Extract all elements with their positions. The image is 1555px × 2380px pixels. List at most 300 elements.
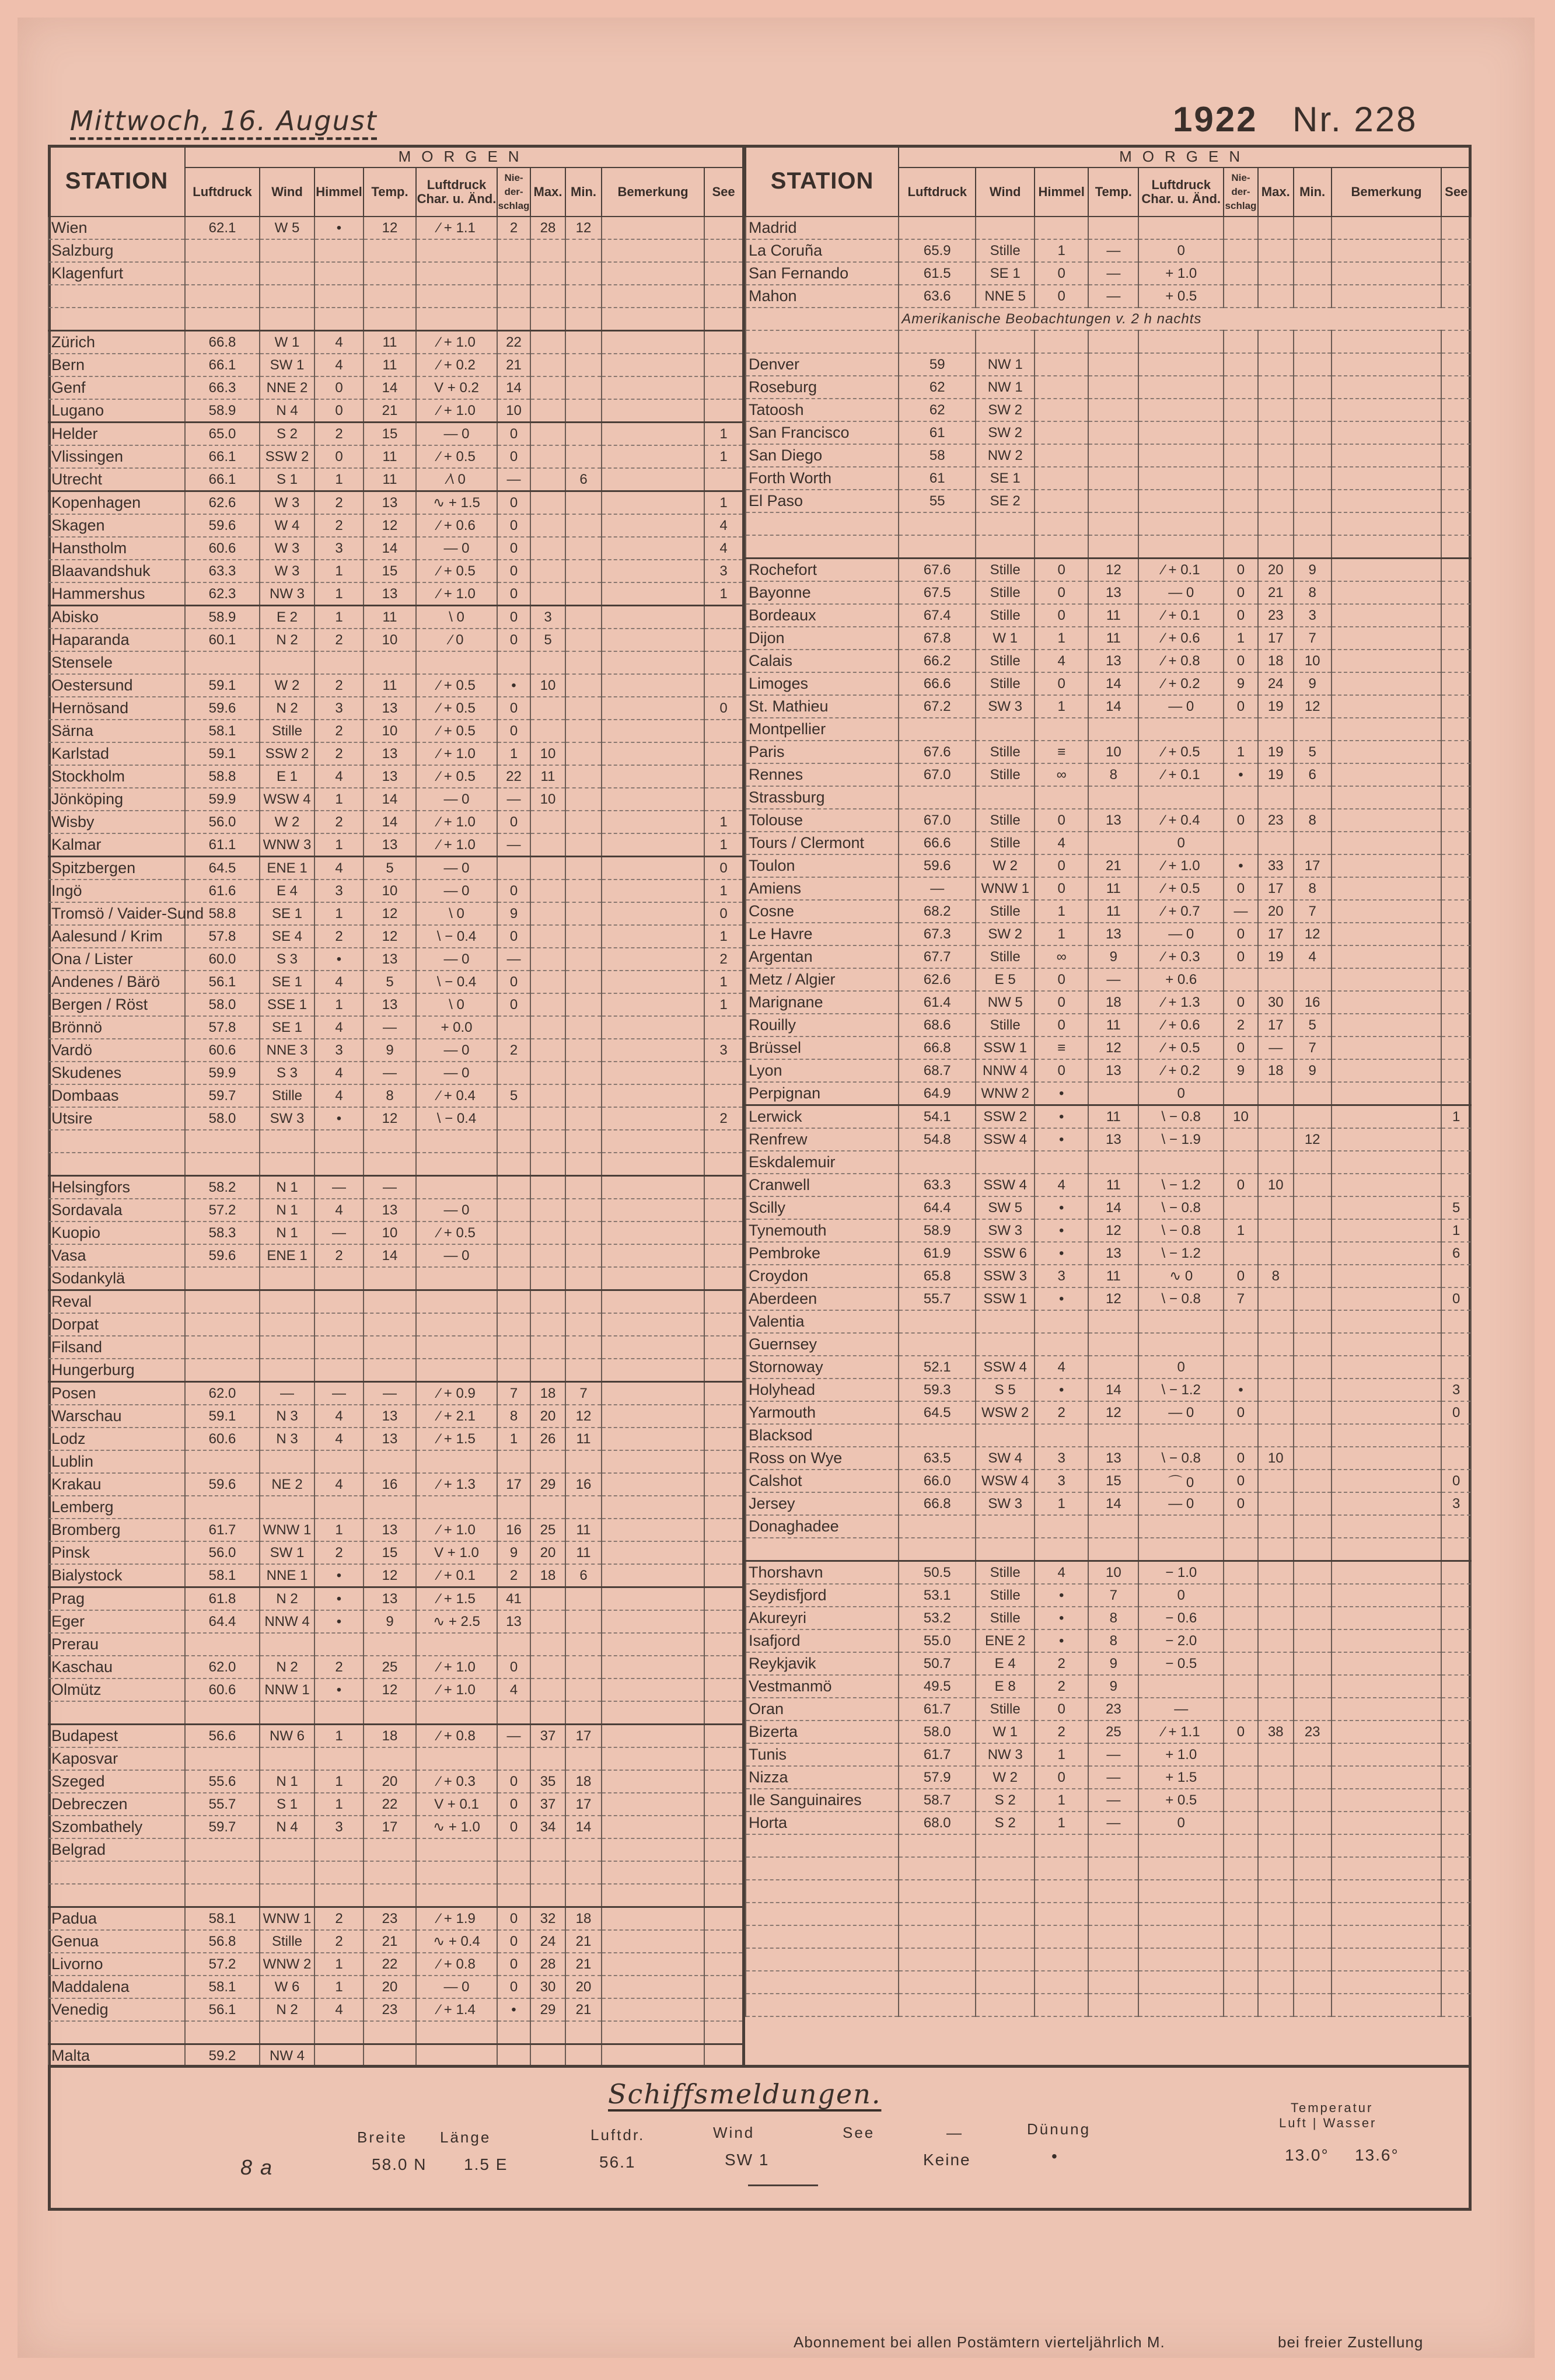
cell-see: 1 bbox=[704, 491, 743, 515]
cell-station: Kopenhagen bbox=[48, 491, 185, 515]
cell-station: Bergen / Röst bbox=[48, 993, 185, 1016]
table-row bbox=[746, 1356, 1471, 1379]
cell-wind: W 3 bbox=[260, 491, 315, 515]
cell-himmel: 2 bbox=[315, 514, 364, 537]
cell-bem bbox=[602, 1816, 704, 1838]
cell-luft bbox=[899, 1538, 976, 1561]
cell-himmel bbox=[315, 2021, 364, 2044]
cell-luft bbox=[185, 2021, 260, 2044]
cell-min bbox=[565, 1176, 602, 1199]
cell-nied bbox=[1224, 1196, 1258, 1219]
cell-luft: 59.1 bbox=[185, 742, 260, 765]
cell-station: Lodz bbox=[48, 1428, 185, 1450]
cell-min bbox=[565, 1747, 602, 1770]
cell-station bbox=[746, 1971, 899, 1994]
col-char bbox=[416, 167, 497, 217]
cell-wind: Stille bbox=[976, 763, 1035, 786]
cell-bem bbox=[602, 1153, 704, 1176]
cell-himmel: ≡ bbox=[1035, 1037, 1088, 1059]
cell-temp: 10 bbox=[1088, 1561, 1138, 1585]
cell-wind: NNE 3 bbox=[260, 1039, 315, 1062]
table-row bbox=[48, 1633, 743, 1656]
cell-temp bbox=[364, 1359, 416, 1382]
table-row bbox=[48, 1428, 743, 1450]
cell-max: 5 bbox=[530, 629, 565, 651]
cell-see bbox=[704, 1861, 743, 1884]
cell-nied bbox=[497, 651, 530, 674]
cell-nied: 10 bbox=[497, 399, 530, 423]
cell-char bbox=[416, 1701, 497, 1725]
cell-see bbox=[1441, 1538, 1471, 1561]
cell-temp bbox=[364, 1267, 416, 1290]
cell-char: ⁄ + 0.7 bbox=[1138, 900, 1224, 923]
cell-char: ⁄ + 0.8 bbox=[416, 1953, 497, 1976]
cell-bem bbox=[602, 1953, 704, 1976]
cell-max bbox=[1258, 421, 1294, 444]
cell-wind: NW 2 bbox=[976, 444, 1035, 467]
cell-nied: — bbox=[497, 948, 530, 971]
table-row bbox=[746, 1105, 1471, 1129]
cell-min bbox=[1294, 1492, 1332, 1515]
cell-luft bbox=[185, 1359, 260, 1382]
cell-see bbox=[1441, 1743, 1471, 1766]
cell-station: El Paso bbox=[746, 490, 899, 512]
cell-temp bbox=[364, 1838, 416, 1861]
cell-see: 0 bbox=[1441, 1287, 1471, 1310]
table-row bbox=[746, 1812, 1471, 1834]
cell-see bbox=[1441, 695, 1471, 718]
cell-wind: ENE 1 bbox=[260, 1244, 315, 1267]
cell-bem bbox=[1332, 1652, 1442, 1675]
cell-luft: 59.3 bbox=[899, 1379, 976, 1401]
cell-himmel: 1 bbox=[315, 606, 364, 629]
cell-nied bbox=[497, 1359, 530, 1382]
col-min: Min. bbox=[565, 167, 602, 217]
cell-see bbox=[1441, 854, 1471, 877]
cell-see bbox=[704, 1222, 743, 1244]
cell-luft: 59.6 bbox=[899, 854, 976, 877]
cell-bem bbox=[1332, 1356, 1442, 1379]
cell-bem bbox=[1332, 490, 1442, 512]
cell-temp bbox=[364, 1153, 416, 1176]
cell-bem bbox=[602, 1359, 704, 1382]
left-station-grid bbox=[48, 145, 743, 2068]
cell-max: 10 bbox=[530, 742, 565, 765]
cell-max bbox=[1258, 1834, 1294, 1857]
cell-himmel bbox=[1035, 718, 1088, 741]
cell-see: 2 bbox=[704, 948, 743, 971]
cell-char: 0 bbox=[1138, 1584, 1224, 1607]
cell-max bbox=[1258, 1151, 1294, 1174]
cell-char bbox=[416, 1290, 497, 1314]
cell-wind: — bbox=[260, 1382, 315, 1405]
cell-wind: SW 1 bbox=[260, 1541, 315, 1564]
cell-see bbox=[704, 331, 743, 354]
cell-max bbox=[1258, 1333, 1294, 1356]
cell-char: ⁄ + 1.9 bbox=[416, 1907, 497, 1931]
cell-temp: 13 bbox=[364, 582, 416, 606]
cell-wind bbox=[260, 1701, 315, 1725]
cell-char: ⁄ + 0.2 bbox=[1138, 1059, 1224, 1082]
cell-himmel: 2 bbox=[315, 491, 364, 515]
cell-station: Bayonne bbox=[746, 581, 899, 604]
cell-himmel: 4 bbox=[315, 1016, 364, 1039]
cell-see bbox=[1441, 627, 1471, 650]
cell-himmel bbox=[315, 1496, 364, 1519]
cell-wind: NW 1 bbox=[976, 353, 1035, 376]
cell-bem bbox=[1332, 1789, 1442, 1812]
cell-min bbox=[565, 1884, 602, 1907]
cell-see bbox=[1441, 353, 1471, 376]
cell-himmel bbox=[1035, 1903, 1088, 1925]
cell-see: 1 bbox=[1441, 1105, 1471, 1129]
cell-luft: 61.7 bbox=[899, 1743, 976, 1766]
cell-wind: E 4 bbox=[260, 880, 315, 902]
cell-wind: W 5 bbox=[260, 217, 315, 239]
cell-bem bbox=[602, 262, 704, 285]
cell-min bbox=[1294, 1447, 1332, 1470]
cell-luft: 58.9 bbox=[185, 399, 260, 423]
cell-nied: 8 bbox=[497, 1405, 530, 1428]
cell-nied: 0 bbox=[497, 445, 530, 468]
cell-min bbox=[565, 354, 602, 376]
cell-temp: — bbox=[364, 1382, 416, 1405]
cell-char bbox=[416, 1336, 497, 1359]
col-nieder bbox=[497, 167, 530, 217]
label-see: See bbox=[843, 2124, 875, 2141]
cell-luft: 57.9 bbox=[899, 1766, 976, 1789]
cell-see bbox=[1441, 923, 1471, 945]
cell-luft: 59 bbox=[899, 353, 976, 376]
cell-wind: WSW 4 bbox=[260, 788, 315, 811]
cell-nied: 0 bbox=[1224, 1265, 1258, 1287]
cell-station: Madrid bbox=[746, 217, 899, 239]
cell-see bbox=[1441, 239, 1471, 262]
cell-station: Hanstholm bbox=[48, 537, 185, 560]
cell-luft: 61.4 bbox=[899, 991, 976, 1014]
cell-min bbox=[565, 2044, 602, 2068]
cell-bem bbox=[1332, 1994, 1442, 2016]
cell-luft: 67.6 bbox=[899, 559, 976, 582]
cell-nied: 16 bbox=[497, 1519, 530, 1541]
table-row bbox=[746, 1151, 1471, 1174]
cell-himmel: 0 bbox=[1035, 262, 1088, 285]
cell-station: Abisko bbox=[48, 606, 185, 629]
table-row bbox=[746, 1994, 1471, 2016]
cell-min: 7 bbox=[1294, 900, 1332, 923]
cell-luft: 60.6 bbox=[185, 1678, 260, 1701]
cell-wind: W 4 bbox=[260, 514, 315, 537]
cell-nied bbox=[1224, 832, 1258, 854]
table-row bbox=[48, 811, 743, 833]
cell-see bbox=[1441, 900, 1471, 923]
table-row bbox=[48, 1199, 743, 1222]
cell-see bbox=[704, 1953, 743, 1976]
cell-nied: 1 bbox=[1224, 1219, 1258, 1242]
cell-char bbox=[1138, 1857, 1224, 1880]
cell-nied bbox=[497, 1884, 530, 1907]
table-row bbox=[48, 1130, 743, 1153]
cell-min bbox=[1294, 217, 1332, 239]
cell-luft: 60.1 bbox=[185, 629, 260, 651]
cell-himmel: 1 bbox=[1035, 1492, 1088, 1515]
cell-wind bbox=[976, 1925, 1035, 1948]
cell-wind: Stille bbox=[976, 741, 1035, 763]
cell-nied: 9 bbox=[1224, 672, 1258, 695]
cell-min bbox=[1294, 1242, 1332, 1265]
cell-luft bbox=[899, 512, 976, 535]
cell-char: \ 0 bbox=[416, 993, 497, 1016]
table-row bbox=[48, 354, 743, 376]
cell-wind: SW 3 bbox=[976, 695, 1035, 718]
cell-himmel: 1 bbox=[315, 1519, 364, 1541]
cell-himmel: 1 bbox=[315, 788, 364, 811]
cell-max: 10 bbox=[1258, 1447, 1294, 1470]
cell-max: 29 bbox=[530, 1473, 565, 1496]
cell-max bbox=[1258, 1561, 1294, 1585]
cell-nied bbox=[1224, 1356, 1258, 1379]
cell-see: 0 bbox=[704, 697, 743, 720]
cell-wind bbox=[260, 1153, 315, 1176]
cell-max bbox=[530, 1153, 565, 1176]
table-row bbox=[746, 1379, 1471, 1401]
cell-max bbox=[1258, 262, 1294, 285]
cell-min bbox=[1294, 1287, 1332, 1310]
cell-max bbox=[1258, 1994, 1294, 2016]
cell-nied: 21 bbox=[497, 354, 530, 376]
cell-char bbox=[1138, 217, 1224, 239]
cell-himmel: 2 bbox=[315, 720, 364, 742]
cell-char: + 0.5 bbox=[1138, 285, 1224, 308]
cell-luft: 67.4 bbox=[899, 604, 976, 627]
cell-bem bbox=[1332, 650, 1442, 672]
cell-char bbox=[416, 1496, 497, 1519]
cell-nied: 0 bbox=[497, 1656, 530, 1678]
cell-see: 0 bbox=[1441, 1401, 1471, 1424]
cell-bem bbox=[602, 902, 704, 925]
table-row bbox=[48, 1084, 743, 1107]
cell-nied: 0 bbox=[497, 1816, 530, 1838]
cell-nied: 2 bbox=[1224, 1014, 1258, 1037]
cell-luft: 61.5 bbox=[899, 262, 976, 285]
table-row bbox=[48, 423, 743, 446]
cell-nied: • bbox=[1224, 1379, 1258, 1401]
cell-see bbox=[1441, 1652, 1471, 1675]
cell-himmel: 0 bbox=[1035, 968, 1088, 991]
cell-nied: 0 bbox=[1224, 1447, 1258, 1470]
cell-himmel bbox=[1035, 490, 1088, 512]
cell-min bbox=[1294, 1310, 1332, 1333]
cell-temp: 22 bbox=[364, 1793, 416, 1816]
cell-min bbox=[565, 1084, 602, 1107]
cell-nied bbox=[497, 1199, 530, 1222]
cell-himmel bbox=[1035, 512, 1088, 535]
col-nieder-l2: schlag bbox=[498, 200, 530, 211]
cell-station: Calshot bbox=[746, 1470, 899, 1492]
cell-max bbox=[1258, 1743, 1294, 1766]
cell-see: 1 bbox=[704, 833, 743, 857]
cell-himmel: 3 bbox=[315, 1816, 364, 1838]
cell-bem bbox=[1332, 1082, 1442, 1105]
cell-wind bbox=[976, 1151, 1035, 1174]
cell-wind: WNW 1 bbox=[260, 1907, 315, 1931]
cell-char: + 1.5 bbox=[1138, 1766, 1224, 1789]
cell-temp bbox=[364, 239, 416, 262]
cell-himmel: 4 bbox=[315, 1473, 364, 1496]
cell-char: — 0 bbox=[416, 1199, 497, 1222]
cell-wind: NW 6 bbox=[260, 1725, 315, 1748]
table-row bbox=[746, 1857, 1471, 1880]
cell-bem bbox=[602, 1747, 704, 1770]
label-temp-sub: Luft | Wasser bbox=[1279, 2116, 1377, 2130]
cell-luft: 65.8 bbox=[899, 1265, 976, 1287]
cell-bem bbox=[602, 629, 704, 651]
cell-station bbox=[48, 1861, 185, 1884]
cell-station: Ross on Wye bbox=[746, 1447, 899, 1470]
cell-luft: 67.6 bbox=[899, 741, 976, 763]
cell-himmel bbox=[1035, 444, 1088, 467]
cell-wind bbox=[260, 1496, 315, 1519]
cell-char bbox=[1138, 490, 1224, 512]
cell-wind: NE 2 bbox=[260, 1473, 315, 1496]
cell-min bbox=[1294, 1379, 1332, 1401]
cell-nied: 0 bbox=[497, 560, 530, 582]
table-row bbox=[48, 1701, 743, 1725]
cell-see bbox=[704, 1656, 743, 1678]
cell-bem bbox=[602, 491, 704, 515]
cell-temp bbox=[1088, 1948, 1138, 1971]
cell-min bbox=[565, 880, 602, 902]
cell-min bbox=[565, 902, 602, 925]
cell-station: Bizerta bbox=[746, 1721, 899, 1743]
cell-wind: Stille bbox=[260, 720, 315, 742]
label-laenge: Länge bbox=[440, 2128, 491, 2146]
cell-nied: 2 bbox=[497, 1564, 530, 1587]
cell-temp: 23 bbox=[364, 1998, 416, 2021]
cell-wind: E 8 bbox=[976, 1675, 1035, 1698]
cell-himmel bbox=[315, 1267, 364, 1290]
col-nieder-l1: Nie-der- bbox=[504, 172, 523, 197]
cell-bem bbox=[1332, 1971, 1442, 1994]
cell-himmel bbox=[1035, 217, 1088, 239]
cell-luft: 55.6 bbox=[185, 1770, 260, 1793]
cell-see bbox=[1441, 1857, 1471, 1880]
cell-station: Jersey bbox=[746, 1492, 899, 1515]
cell-luft: 53.1 bbox=[899, 1584, 976, 1607]
cell-himmel bbox=[1035, 1880, 1088, 1903]
cell-luft: 62.1 bbox=[185, 217, 260, 239]
cell-temp: 14 bbox=[1088, 672, 1138, 695]
cell-wind: Stille bbox=[976, 1607, 1035, 1629]
table-row bbox=[48, 1336, 743, 1359]
cell-luft: 55 bbox=[899, 490, 976, 512]
cell-min bbox=[1294, 1994, 1332, 2016]
cell-bem bbox=[602, 971, 704, 993]
cell-min bbox=[565, 239, 602, 262]
cell-char bbox=[416, 262, 497, 285]
cell-nied: 0 bbox=[497, 1930, 530, 1953]
cell-station: Skudenes bbox=[48, 1062, 185, 1084]
cell-max bbox=[530, 1861, 565, 1884]
cell-char: ⁄ + 0.5 bbox=[416, 1222, 497, 1244]
cell-see: 1 bbox=[1441, 1219, 1471, 1242]
cell-char: ⁄ + 0.5 bbox=[416, 445, 497, 468]
cell-max bbox=[1258, 718, 1294, 741]
cell-station: Lerwick bbox=[746, 1105, 899, 1129]
cell-min: 5 bbox=[1294, 1014, 1332, 1037]
cell-char: \ − 1.2 bbox=[1138, 1174, 1224, 1196]
table-row bbox=[746, 1424, 1471, 1447]
cell-max bbox=[1258, 467, 1294, 490]
cell-nied: 0 bbox=[1224, 1470, 1258, 1492]
cell-temp: 18 bbox=[1088, 991, 1138, 1014]
cell-station: Filsand bbox=[48, 1336, 185, 1359]
cell-temp: 22 bbox=[364, 1953, 416, 1976]
cell-luft bbox=[185, 1861, 260, 1884]
cell-temp: 11 bbox=[1088, 900, 1138, 923]
cell-nied: 5 bbox=[497, 1084, 530, 1107]
col-bemerkung: Bemerkung bbox=[1332, 167, 1442, 217]
cell-station: Thorshavn bbox=[746, 1561, 899, 1585]
cell-wind: W 2 bbox=[976, 1766, 1035, 1789]
cell-himmel: • bbox=[315, 1587, 364, 1611]
cell-himmel: 2 bbox=[315, 674, 364, 697]
cell-himmel: 4 bbox=[315, 1199, 364, 1222]
cell-station: Posen bbox=[48, 1382, 185, 1405]
cell-min bbox=[1294, 1948, 1332, 1971]
cell-min bbox=[1294, 1424, 1332, 1447]
cell-see bbox=[1441, 217, 1471, 239]
cell-nied: 0 bbox=[497, 971, 530, 993]
cell-himmel: 2 bbox=[315, 629, 364, 651]
cell-max: 18 bbox=[530, 1382, 565, 1405]
cell-see: 4 bbox=[704, 537, 743, 560]
cell-see bbox=[704, 674, 743, 697]
cell-temp: 12 bbox=[364, 1564, 416, 1587]
cell-max: 20 bbox=[530, 1541, 565, 1564]
label-duenung: Dünung bbox=[1027, 2120, 1091, 2138]
cell-char bbox=[416, 308, 497, 331]
cell-char: ⁄ + 0.1 bbox=[1138, 763, 1224, 786]
cell-see bbox=[1441, 809, 1471, 832]
cell-wind bbox=[976, 1310, 1035, 1333]
cell-bem bbox=[1332, 786, 1442, 809]
cell-min bbox=[1294, 1789, 1332, 1812]
cell-station: Forth Worth bbox=[746, 467, 899, 490]
cell-himmel: 2 bbox=[1035, 1721, 1088, 1743]
cell-wind bbox=[260, 1130, 315, 1153]
cell-temp: 25 bbox=[1088, 1721, 1138, 1743]
cell-wind: E 4 bbox=[976, 1652, 1035, 1675]
cell-station bbox=[48, 1153, 185, 1176]
cell-max: 3 bbox=[530, 606, 565, 629]
cell-luft: 56.0 bbox=[185, 1541, 260, 1564]
cell-station bbox=[746, 535, 899, 559]
cell-himmel: • bbox=[1035, 1287, 1088, 1310]
cell-station: Horta bbox=[746, 1812, 899, 1834]
cell-max bbox=[530, 491, 565, 515]
cell-max bbox=[530, 1199, 565, 1222]
cell-see: 3 bbox=[704, 1039, 743, 1062]
cell-char: — 0 bbox=[416, 423, 497, 446]
cell-himmel: 2 bbox=[1035, 1401, 1088, 1424]
cell-bem bbox=[1332, 239, 1442, 262]
cell-see bbox=[704, 262, 743, 285]
cell-min bbox=[1294, 1857, 1332, 1880]
cell-station: Prag bbox=[48, 1587, 185, 1611]
cell-bem bbox=[602, 742, 704, 765]
cell-bem bbox=[1332, 718, 1442, 741]
